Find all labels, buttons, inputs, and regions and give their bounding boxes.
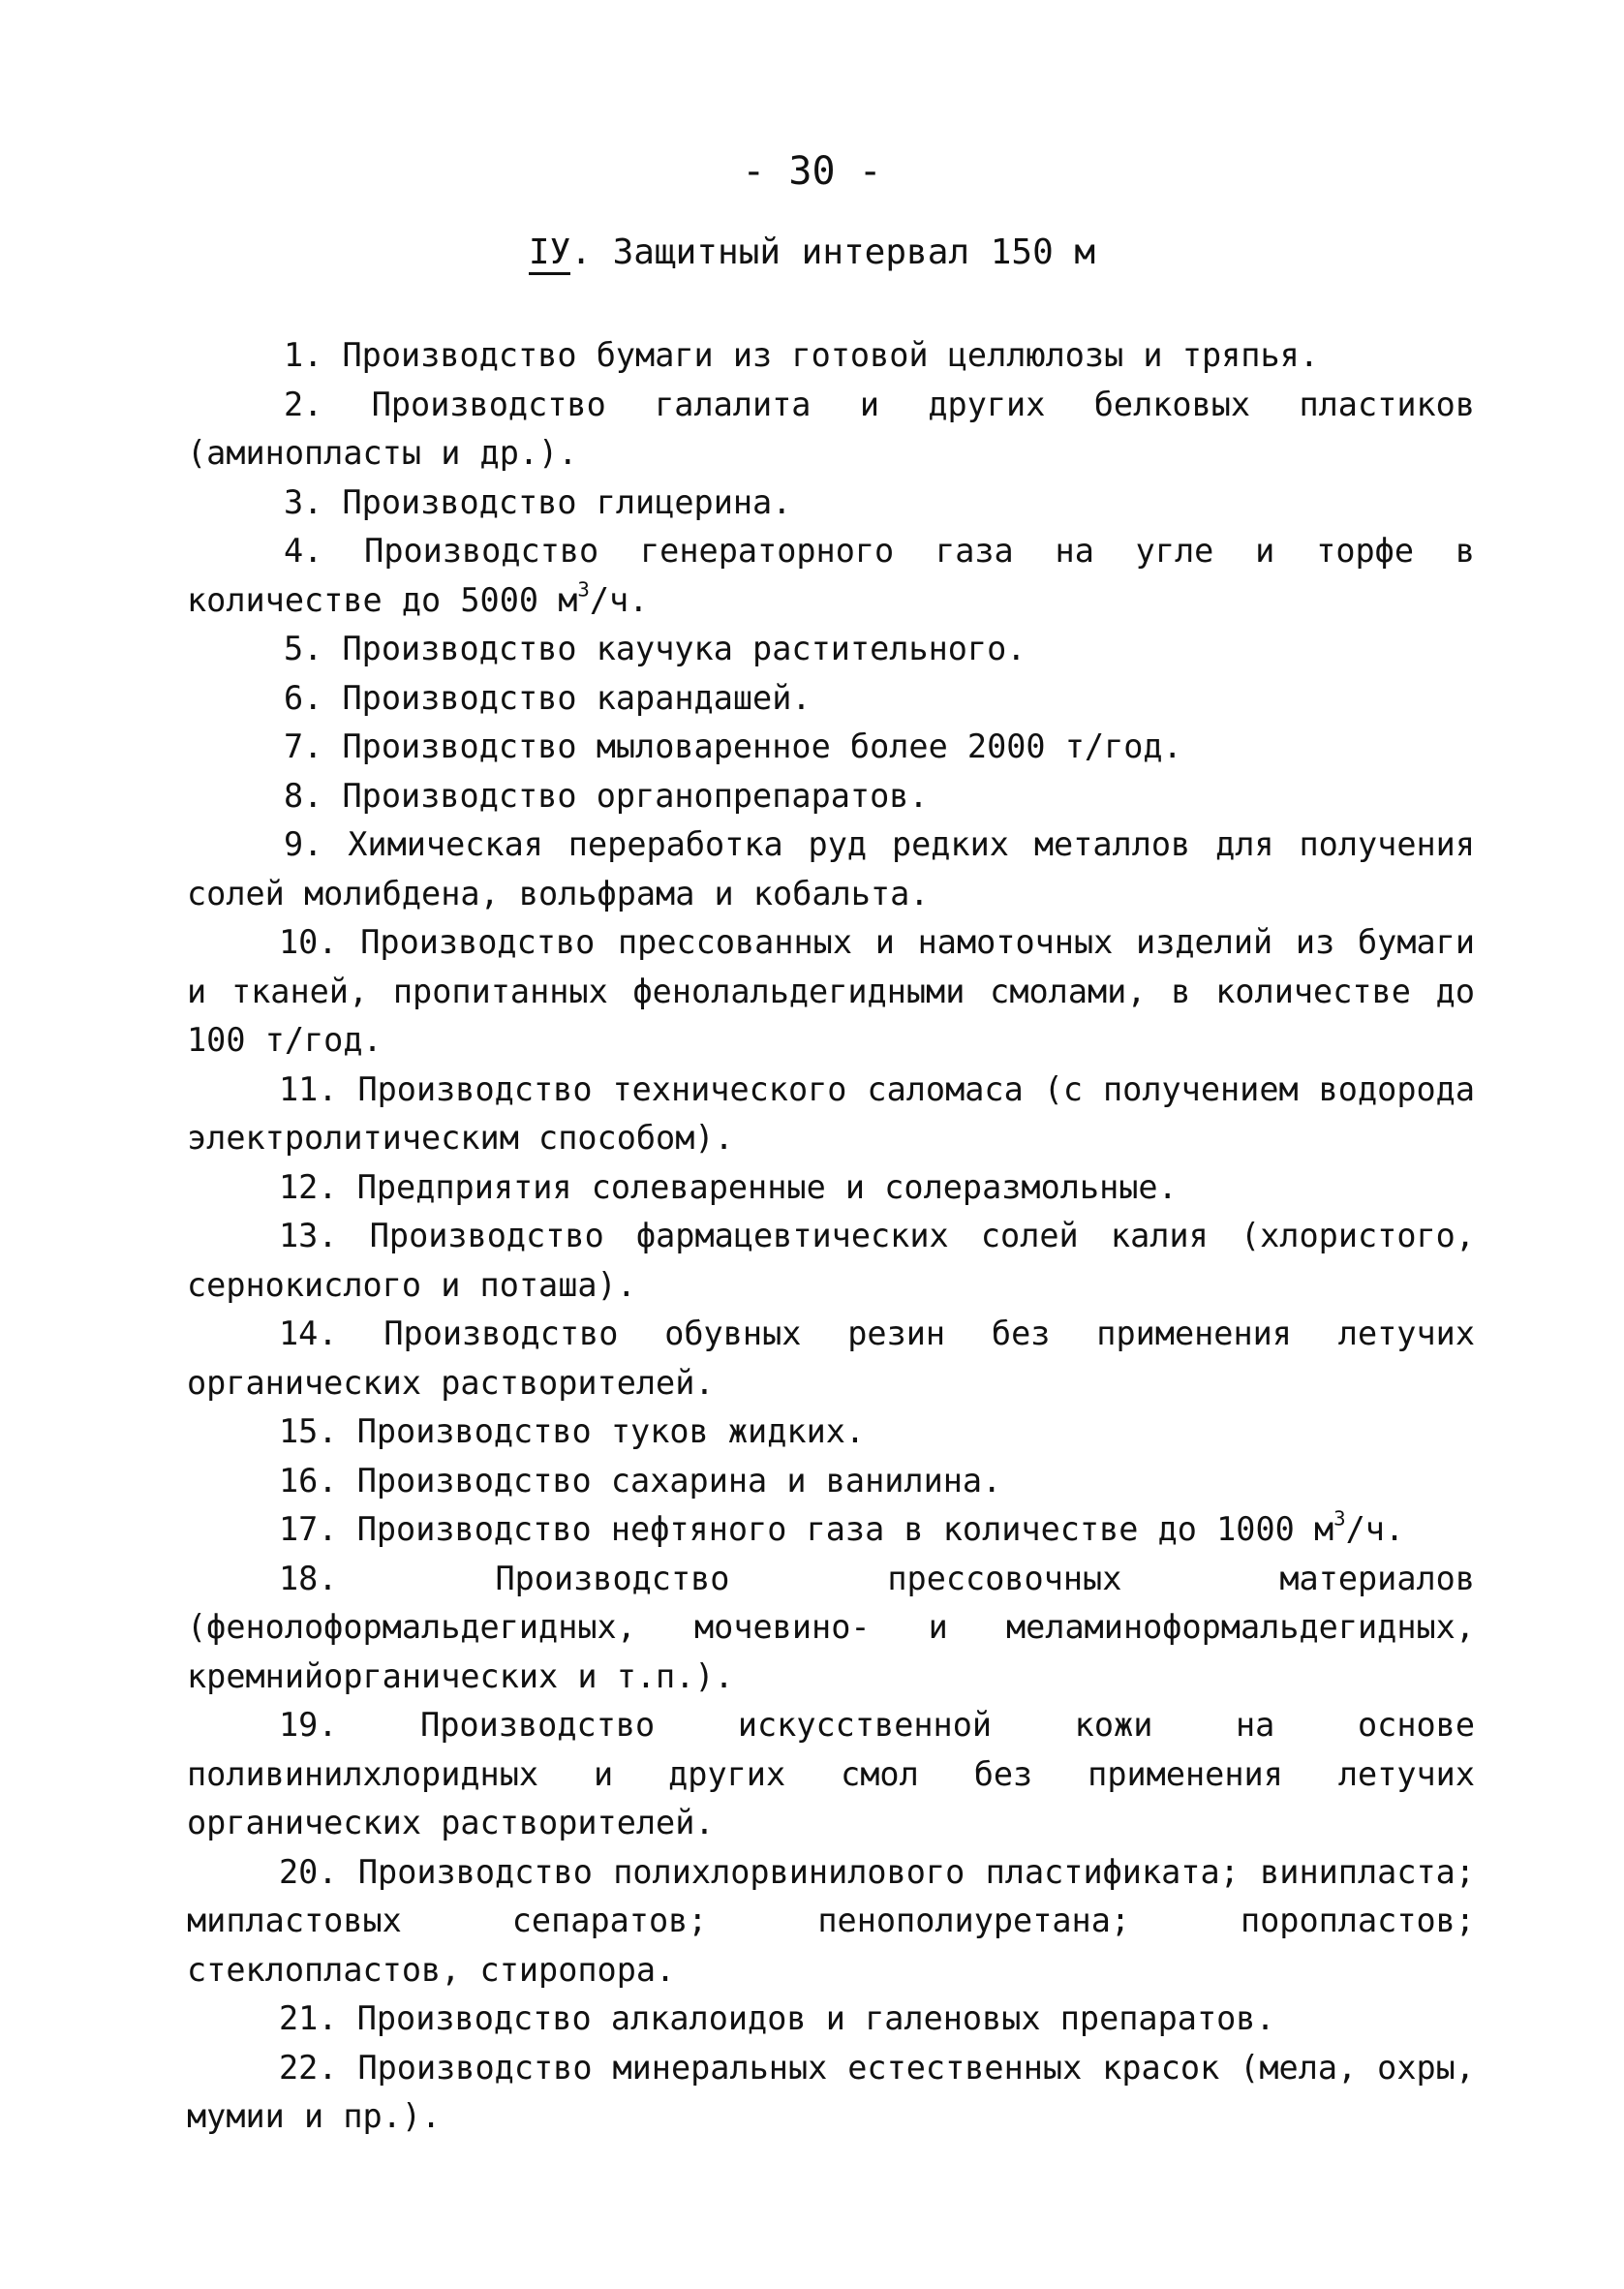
list-item <box>187 1310 1475 1407</box>
section-title <box>0 229 1624 277</box>
list-item <box>187 1555 1475 1702</box>
item-number: 5. <box>284 630 323 667</box>
item-number: 6. <box>284 678 323 717</box>
list-item <box>187 1212 1475 1310</box>
item-text: Производство технического саломаса (с получением водорода электролитическим способом). <box>187 1069 1475 1157</box>
item-text: Производство галалита и других белковых пластиков (аминопласты и др.). <box>187 385 1475 472</box>
item-number: 17. <box>279 1510 338 1548</box>
list-item <box>187 1995 1475 2044</box>
item-text: Производство каучука растительного. <box>342 630 1026 667</box>
item-text: Производство сахарина и ванилина. <box>356 1461 1002 1500</box>
superscript: 3 <box>577 576 590 601</box>
item-text: Химическая переработка руд редких металлов для получения солей молибдена, вольфрама и кобальта. <box>187 825 1475 913</box>
item-number: 10. <box>279 923 338 961</box>
list-item <box>187 1163 1475 1213</box>
item-text: Производство карандашей. <box>342 678 812 717</box>
list-item <box>187 674 1475 724</box>
item-text: Производство алкалоидов и галеновых препаратов. <box>356 1999 1275 2037</box>
production-list <box>187 331 1475 2142</box>
item-text-tail: /ч. <box>589 580 649 619</box>
list-item <box>187 331 1475 381</box>
item-text: Производство туков жидких. <box>356 1412 866 1450</box>
item-text: Предприятия солеваренные и солеразмольные. <box>356 1167 1178 1206</box>
list-item <box>187 820 1475 918</box>
item-text: Производство фармацевтических солей калия (хлористого, сернокислого и поташа). <box>187 1217 1475 1304</box>
item-number: 2. <box>284 385 323 423</box>
list-item <box>187 1848 1475 1995</box>
item-text: Производство обувных резин без применения летучих органических растворителей. <box>187 1315 1475 1402</box>
item-number: 22. <box>279 2048 338 2087</box>
item-number: 18. <box>279 1559 338 1597</box>
list-item <box>187 1407 1475 1457</box>
item-number: 11. <box>279 1069 338 1108</box>
list-item <box>187 1066 1475 1163</box>
item-number: 21. <box>279 1999 338 2037</box>
item-text: Производство прессовочных материалов (фенолоформальдегидных, мочевино- и меламиноформальдегидных, кремнийорганических и т.п.). <box>187 1559 1476 1695</box>
item-number: 3. <box>284 482 323 521</box>
item-text: Производство прессованных и намоточных изделий из бумаги и тканей, пропитанных фенолальдегидными смолами, в количестве до 100 т/год. <box>187 923 1476 1059</box>
item-number: 19. <box>279 1706 338 1744</box>
list-item <box>187 381 1475 479</box>
list-item <box>187 772 1475 821</box>
item-number: 8. <box>284 776 323 815</box>
page-number: - 30 - <box>742 149 882 194</box>
list-item <box>187 918 1475 1066</box>
list-item <box>187 1505 1475 1555</box>
item-text: Производство мыловаренное более 2000 т/год. <box>342 727 1182 765</box>
item-text: Производство глицерина. <box>342 482 792 521</box>
item-text-tail: /ч. <box>1345 1510 1405 1548</box>
list-item <box>187 1701 1475 1848</box>
item-number: 14. <box>279 1315 338 1352</box>
item-number: 16. <box>279 1461 338 1500</box>
item-number: 20. <box>279 1852 338 1891</box>
list-item <box>187 723 1475 772</box>
list-item <box>187 527 1475 625</box>
section-roman-numeral: IУ <box>529 233 570 275</box>
list-item <box>187 479 1475 528</box>
item-text: Производство полихлорвинилового пластификата; винипласта; мипластовых сепаратов; пенополиуретана; поропластов; стеклопластов, стиропора. <box>187 1852 1475 1989</box>
list-item <box>187 2044 1475 2142</box>
list-item <box>187 1457 1475 1506</box>
item-number: 4. <box>284 532 323 570</box>
item-text: Производство искусственной кожи на основе поливинилхлоридных и других смол без применения летучих органических растворителей. <box>187 1706 1476 1841</box>
superscript: 3 <box>1333 1506 1346 1531</box>
item-number: 1. <box>284 336 323 374</box>
item-number: 15. <box>279 1412 338 1450</box>
item-text: Производство генераторного газа на угле и торфе в количестве до 5000 м <box>187 532 1475 619</box>
item-text: Производство бумаги из готовой целлюлозы и тряпья. <box>342 336 1319 374</box>
section-title-text: . Защитный интервал 150 м <box>570 232 1096 272</box>
item-number: 7. <box>284 727 323 765</box>
item-number: 9. <box>284 825 323 863</box>
item-text: Производство нефтяного газа в количестве до 1000 м <box>356 1510 1334 1548</box>
list-item <box>187 625 1475 674</box>
item-text: Производство органопрепаратов. <box>342 776 929 815</box>
item-text: Производство минеральных естественных красок (мела, охры, мумии и пр.). <box>187 2048 1475 2135</box>
item-number: 12. <box>279 1167 338 1206</box>
item-number: 13. <box>279 1217 338 1254</box>
